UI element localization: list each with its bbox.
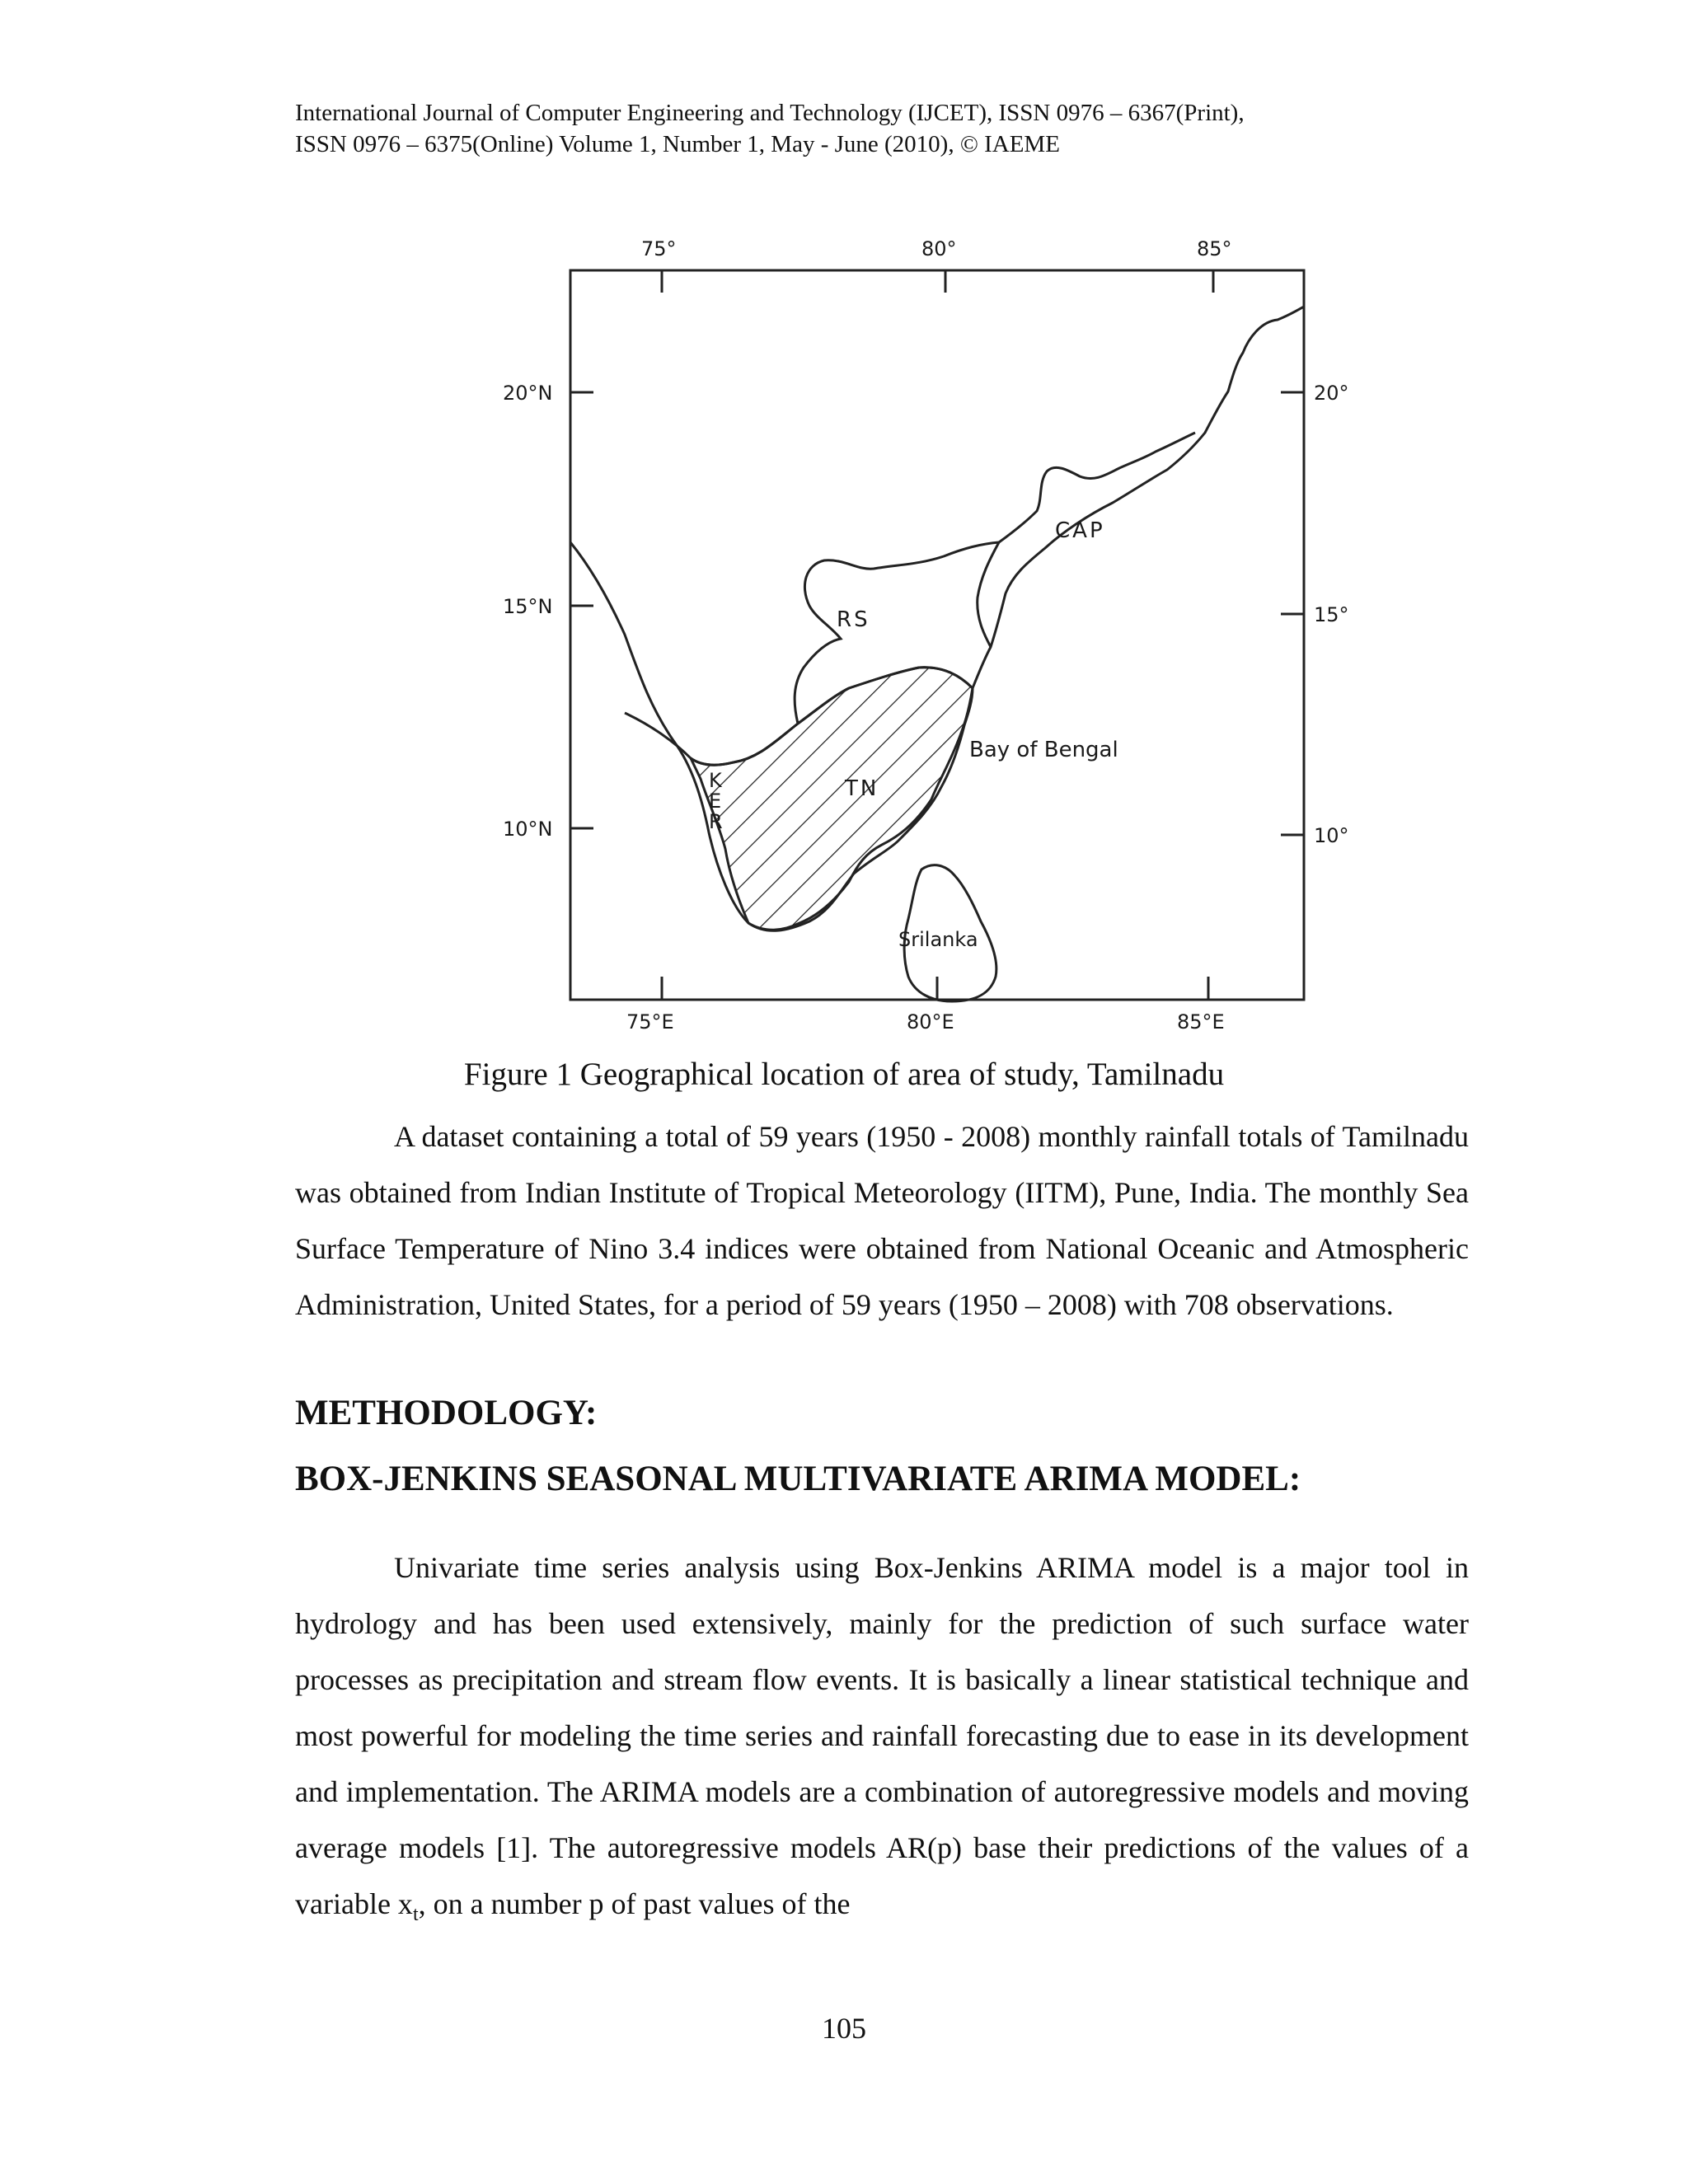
left-label-10n: 10°N [503, 818, 553, 841]
left-label-15n: 15°N [503, 595, 553, 618]
heading-methodology: METHODOLOGY: [295, 1394, 598, 1432]
paragraph-arima-before: Univariate time series analysis using Box-Jenkins ARIMA model is a major tool in hydrology and has been used extensively, mainly for the prediction of such surface water processes as precipitation and stream flow events. It is basically a linear statistical technique and most powerful for modeling the time series and rainfall forecasting due to ease in its development and implementation. The ARIMA models are a combination of autoregressive models and moving average models [1]. The autoregressive models AR(p) base their predictions of the values of a variable x [295, 1551, 1469, 1920]
bottom-label-80e: 80°E [907, 1010, 954, 1033]
label-rs: RS [837, 607, 870, 632]
top-label-75: 75° [641, 237, 677, 260]
label-tn: TN [845, 776, 879, 801]
india-coastline [570, 307, 1304, 930]
variable-subscript: t [412, 1904, 419, 1926]
study-area-map [486, 231, 1360, 1047]
page-number: 105 [822, 2012, 866, 2045]
heading-box-jenkins: BOX-JENKINS SEASONAL MULTIVARIATE ARIMA MODEL: [295, 1460, 1301, 1498]
top-label-80: 80° [921, 237, 957, 260]
paragraph-dataset [295, 1108, 1469, 1333]
label-bay-of-bengal: Bay of Bengal [969, 738, 1118, 762]
top-label-85: 85° [1197, 237, 1232, 260]
header-line-1: International Journal of Computer Engineering and Technology (IJCET), ISSN 0976 – 6367(Print), [295, 100, 1245, 126]
header-line-2: ISSN 0976 – 6375(Online) Volume 1, Number 1, May - June (2010), © IAEME [295, 131, 1060, 157]
left-label-20n: 20°N [503, 382, 553, 405]
paragraph-dataset-text: A dataset containing a total of 59 years (1950 - 2008) monthly rainfall totals of Tamilnadu was obtained from Indian Institute of Tropical Meteorology (IITM), Pune, India. The monthly Sea Surface Temperature of Nino 3.4 indices were obtained from National Oceanic and Atmospheric Administration, United States, for a period of 59 years (1950 – 2008) with 708 observations. [295, 1120, 1469, 1321]
paragraph-arima-text [295, 1540, 1469, 1943]
bottom-label-85e: 85°E [1177, 1010, 1225, 1033]
right-label-20: 20° [1314, 382, 1349, 405]
label-cap: CAP [1055, 518, 1105, 543]
journal-header [295, 97, 1465, 160]
map-frame [570, 270, 1304, 1000]
paragraph-arima-after: , on a number p of past values of the [418, 1887, 851, 1920]
right-label-15: 15° [1314, 603, 1349, 626]
paragraph-arima [295, 1540, 1469, 1943]
label-ker-k: K [709, 769, 722, 792]
bottom-label-75e: 75°E [626, 1010, 674, 1033]
label-ker-e: E [709, 790, 722, 813]
figure-caption: Figure 1 Geographical location of area of study, Tamilnadu [463, 1057, 1225, 1092]
label-srilanka: Srilanka [898, 928, 978, 951]
label-ker-r: R [709, 810, 723, 833]
tn-region [691, 668, 973, 930]
right-label-10: 10° [1314, 824, 1349, 847]
